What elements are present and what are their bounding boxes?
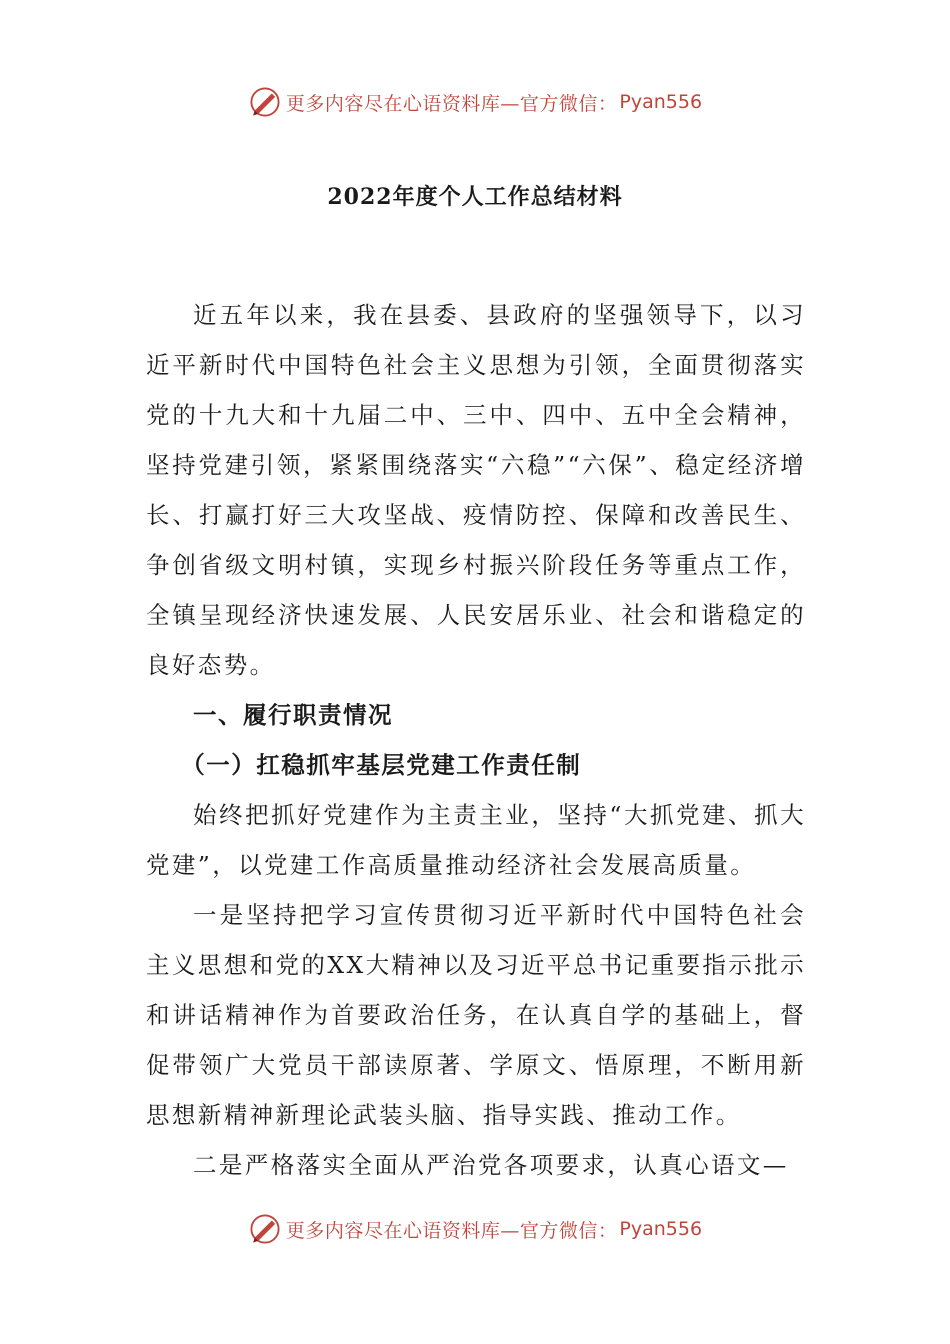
- paragraph: 二是严格落实全面从严治党各项要求，认真心语文—: [193, 1151, 789, 1179]
- header-watermark-banner: [0, 82, 950, 122]
- footer-watermark-banner: [0, 1209, 950, 1249]
- banner-text: 更多内容尽在心语资料库—官方微信：: [285, 92, 618, 115]
- banner-text: 更多内容尽在心语资料库—官方微信：: [285, 1219, 618, 1242]
- document-body: [146, 290, 806, 1190]
- document-title: 2022年度个人工作总结材料: [327, 184, 623, 210]
- subsection-heading: （一）扛稳抓牢基层党建工作责任制: [181, 751, 582, 779]
- banner-wechat-id: Pyan556: [619, 91, 703, 113]
- pen-circle-icon: [248, 85, 282, 119]
- paragraph: 始终把抓好党建作为主责主业，坚持“大抓党建、抓大党建”，以党建工作高质量推动经济社会发展高质量。: [146, 801, 806, 879]
- paragraph-intro: 近五年以来，我在县委、县政府的坚强领导下，以习近平新时代中国特色社会主义思想为引领，全面贯彻落实党的十九大和十九届二中、三中、四中、五中全会精神，坚持党建引领，紧紧围绕落实“六稳”“六保”、稳定经济增长、打赢打好三大攻坚战、疫情防控、保障和改善民生、争创省级文明村镇，实现乡村振兴阶段任务等重点工作，全镇呈现经济快速发展、人民安居乐业、社会和谐稳定的良好态势。: [146, 301, 806, 679]
- paragraph: 一是坚持把学习宣传贯彻习近平新时代中国特色社会主义思想和党的XX大精神以及习近平总书记重要指示批示和讲话精神作为首要政治任务，在认真自学的基础上，督促带领广大党员干部读原著、学原文、悟原理，不断用新思想新精神新理论武装头脑、指导实践、推动工作。: [146, 901, 806, 1129]
- banner-wechat-id: Pyan556: [619, 1218, 703, 1240]
- pen-circle-icon: [248, 1212, 282, 1246]
- section-heading: 一、履行职责情况: [193, 701, 393, 729]
